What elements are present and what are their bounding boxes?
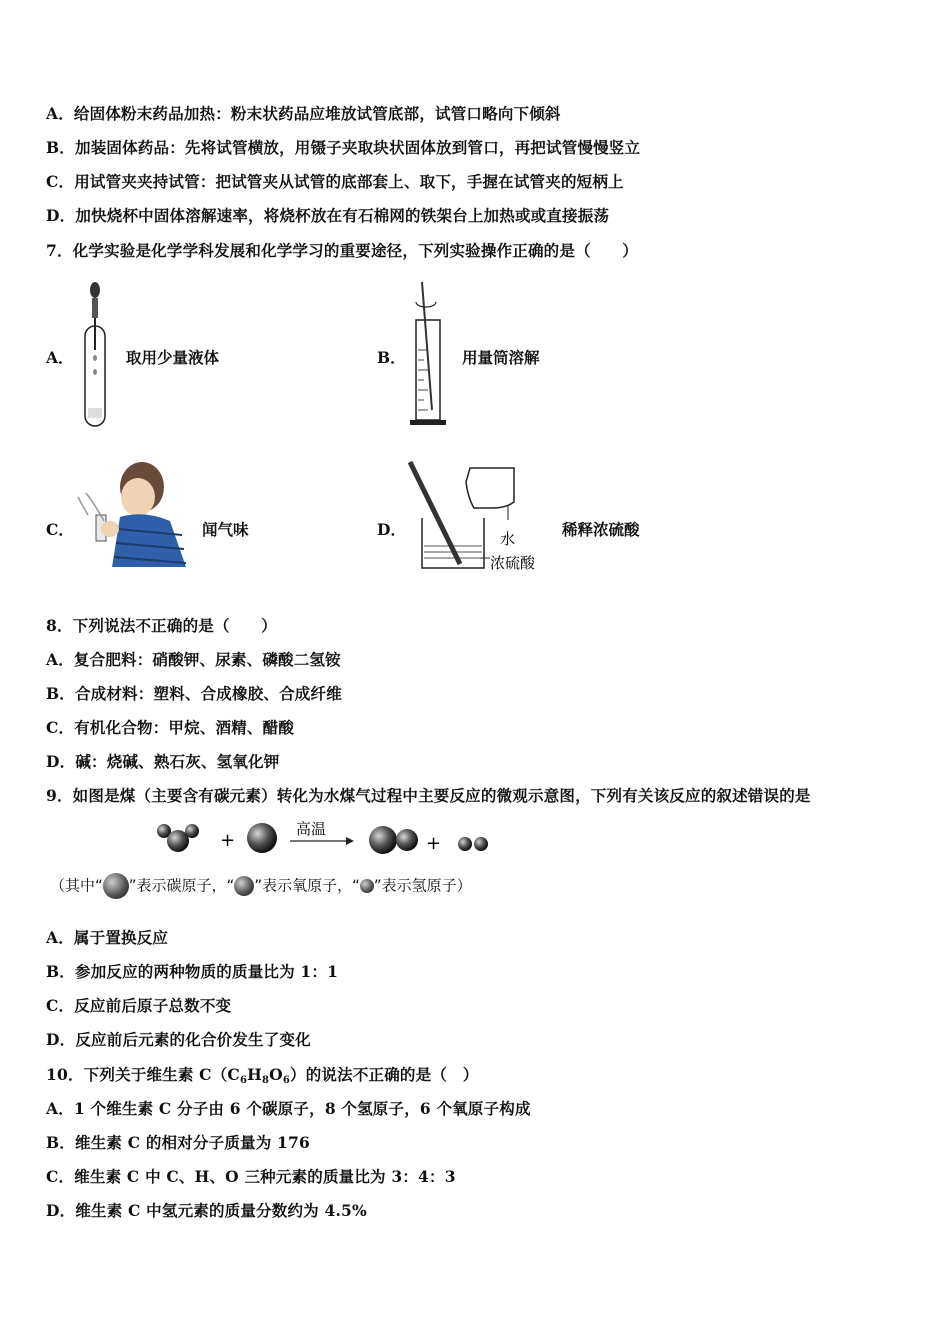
legend-oxygen: ”表示氧原子，“ bbox=[254, 876, 360, 895]
q7-option-b-text: 用量筒溶解 bbox=[462, 348, 540, 367]
q10-option-d: D．维生素 C 中氢元素的质量分数约为 4.5% bbox=[46, 1201, 367, 1220]
legend-hydrogen: ”表示氢原子） bbox=[373, 876, 472, 895]
legend-open: （其中“ bbox=[50, 876, 103, 895]
q7-option-a-text: 取用少量液体 bbox=[126, 348, 220, 367]
hydrogen-atom-swatch bbox=[360, 879, 374, 893]
atom-legend bbox=[50, 873, 472, 899]
plus-sign-2: + bbox=[426, 833, 442, 854]
q7-option-d-text: 稀释浓硫酸 bbox=[562, 520, 640, 539]
q6-option-b: B．加装固体药品：先将试管横放，用镊子夹取块状固体放到管口，再把试管慢慢竖立 bbox=[46, 138, 641, 157]
q10-stem bbox=[46, 1063, 478, 1086]
q6-option-d: D．加快烧杯中固体溶解速率，将烧杯放在有石棉网的铁架台上加热或或直接振荡 bbox=[46, 206, 610, 225]
q9-option-c: C．反应前后原子总数不变 bbox=[46, 996, 232, 1015]
q9-stem: 9．如图是煤（主要含有碳元素）转化为水煤气过程中主要反应的微观示意图，下列有关该反应的叙述错误的是 bbox=[46, 786, 811, 805]
q7-option-c-letter: C． bbox=[46, 520, 74, 539]
legend-carbon: ”表示碳原子，“ bbox=[128, 876, 235, 895]
smelling-gas-figure bbox=[74, 455, 190, 571]
q9-option-b: B．参加反应的两种物质的质量比为 1：1 bbox=[46, 962, 339, 981]
q7-option-b-letter: B． bbox=[377, 348, 406, 367]
diluting-acid-figure bbox=[402, 458, 552, 576]
q8-option-a: A．复合肥料：硝酸钾、尿素、磷酸二氢铵 bbox=[46, 650, 341, 669]
q10-option-c: C．维生素 C 中 C、H、O 三种元素的质量比为 3：4：3 bbox=[46, 1167, 456, 1186]
q7-option-a-letter: A． bbox=[46, 348, 74, 367]
q10-option-a: A．1 个维生素 C 分子由 6 个碳原子，8 个氢原子，6 个氧原子构成 bbox=[46, 1099, 531, 1118]
q9-option-d: D．反应前后元素的化合价发生了变化 bbox=[46, 1030, 311, 1049]
q7-stem: 7．化学实验是化学学科发展和化学学习的重要途径，下列实验操作正确的是（ ） bbox=[46, 241, 638, 260]
water-label: 水 bbox=[500, 530, 516, 548]
hydrogen-molecule bbox=[458, 837, 488, 851]
q7-option-c-text: 闻气味 bbox=[202, 520, 249, 539]
q6-option-c: C．用试管夹夹持试管：把试管夹从试管的底部套上、取下，手握在试管夹的短柄上 bbox=[46, 172, 624, 191]
carbon-atom-swatch bbox=[103, 873, 129, 899]
reaction-diagram bbox=[150, 814, 500, 860]
q8-option-b: B．合成材料：塑料、合成橡胶、合成纤维 bbox=[46, 684, 342, 703]
reaction-condition: 高温 bbox=[296, 820, 327, 838]
q8-option-c: C．有机化合物：甲烷、酒精、醋酸 bbox=[46, 718, 295, 737]
water-molecule bbox=[157, 824, 199, 852]
q10-o: O bbox=[269, 1065, 283, 1084]
oxygen-atom-swatch bbox=[234, 876, 254, 896]
q10-h: H bbox=[247, 1065, 262, 1084]
q6-option-a: A．给固体粉末药品加热：粉末状药品应堆放试管底部，试管口略向下倾斜 bbox=[46, 104, 561, 123]
q10-sub-c: 6 bbox=[239, 1075, 248, 1086]
q10-stem-pre: 10．下列关于维生素 C（C bbox=[46, 1065, 240, 1084]
q8-option-d: D．碱：烧碱、熟石灰、氢氧化钾 bbox=[46, 752, 280, 771]
q9-option-a: A．属于置换反应 bbox=[46, 928, 169, 947]
q10-stem-post: ）的说法不正确的是（ ） bbox=[290, 1065, 479, 1084]
carbon-atom bbox=[247, 823, 277, 853]
dropper-testtube-figure bbox=[80, 280, 110, 430]
q10-sub-o: 6 bbox=[282, 1075, 291, 1086]
carbon-monoxide-molecule bbox=[369, 826, 418, 854]
q10-option-b: B．维生素 C 的相对分子质量为 176 bbox=[46, 1133, 310, 1152]
plus-sign-1: + bbox=[220, 830, 236, 851]
q7-option-d-letter: D． bbox=[377, 520, 406, 539]
q8-stem: 8．下列说法不正确的是（ ） bbox=[46, 616, 277, 635]
acid-label: 浓硫酸 bbox=[490, 554, 536, 572]
q10-sub-h: 8 bbox=[261, 1075, 270, 1086]
graduated-cylinder-figure bbox=[402, 280, 452, 430]
